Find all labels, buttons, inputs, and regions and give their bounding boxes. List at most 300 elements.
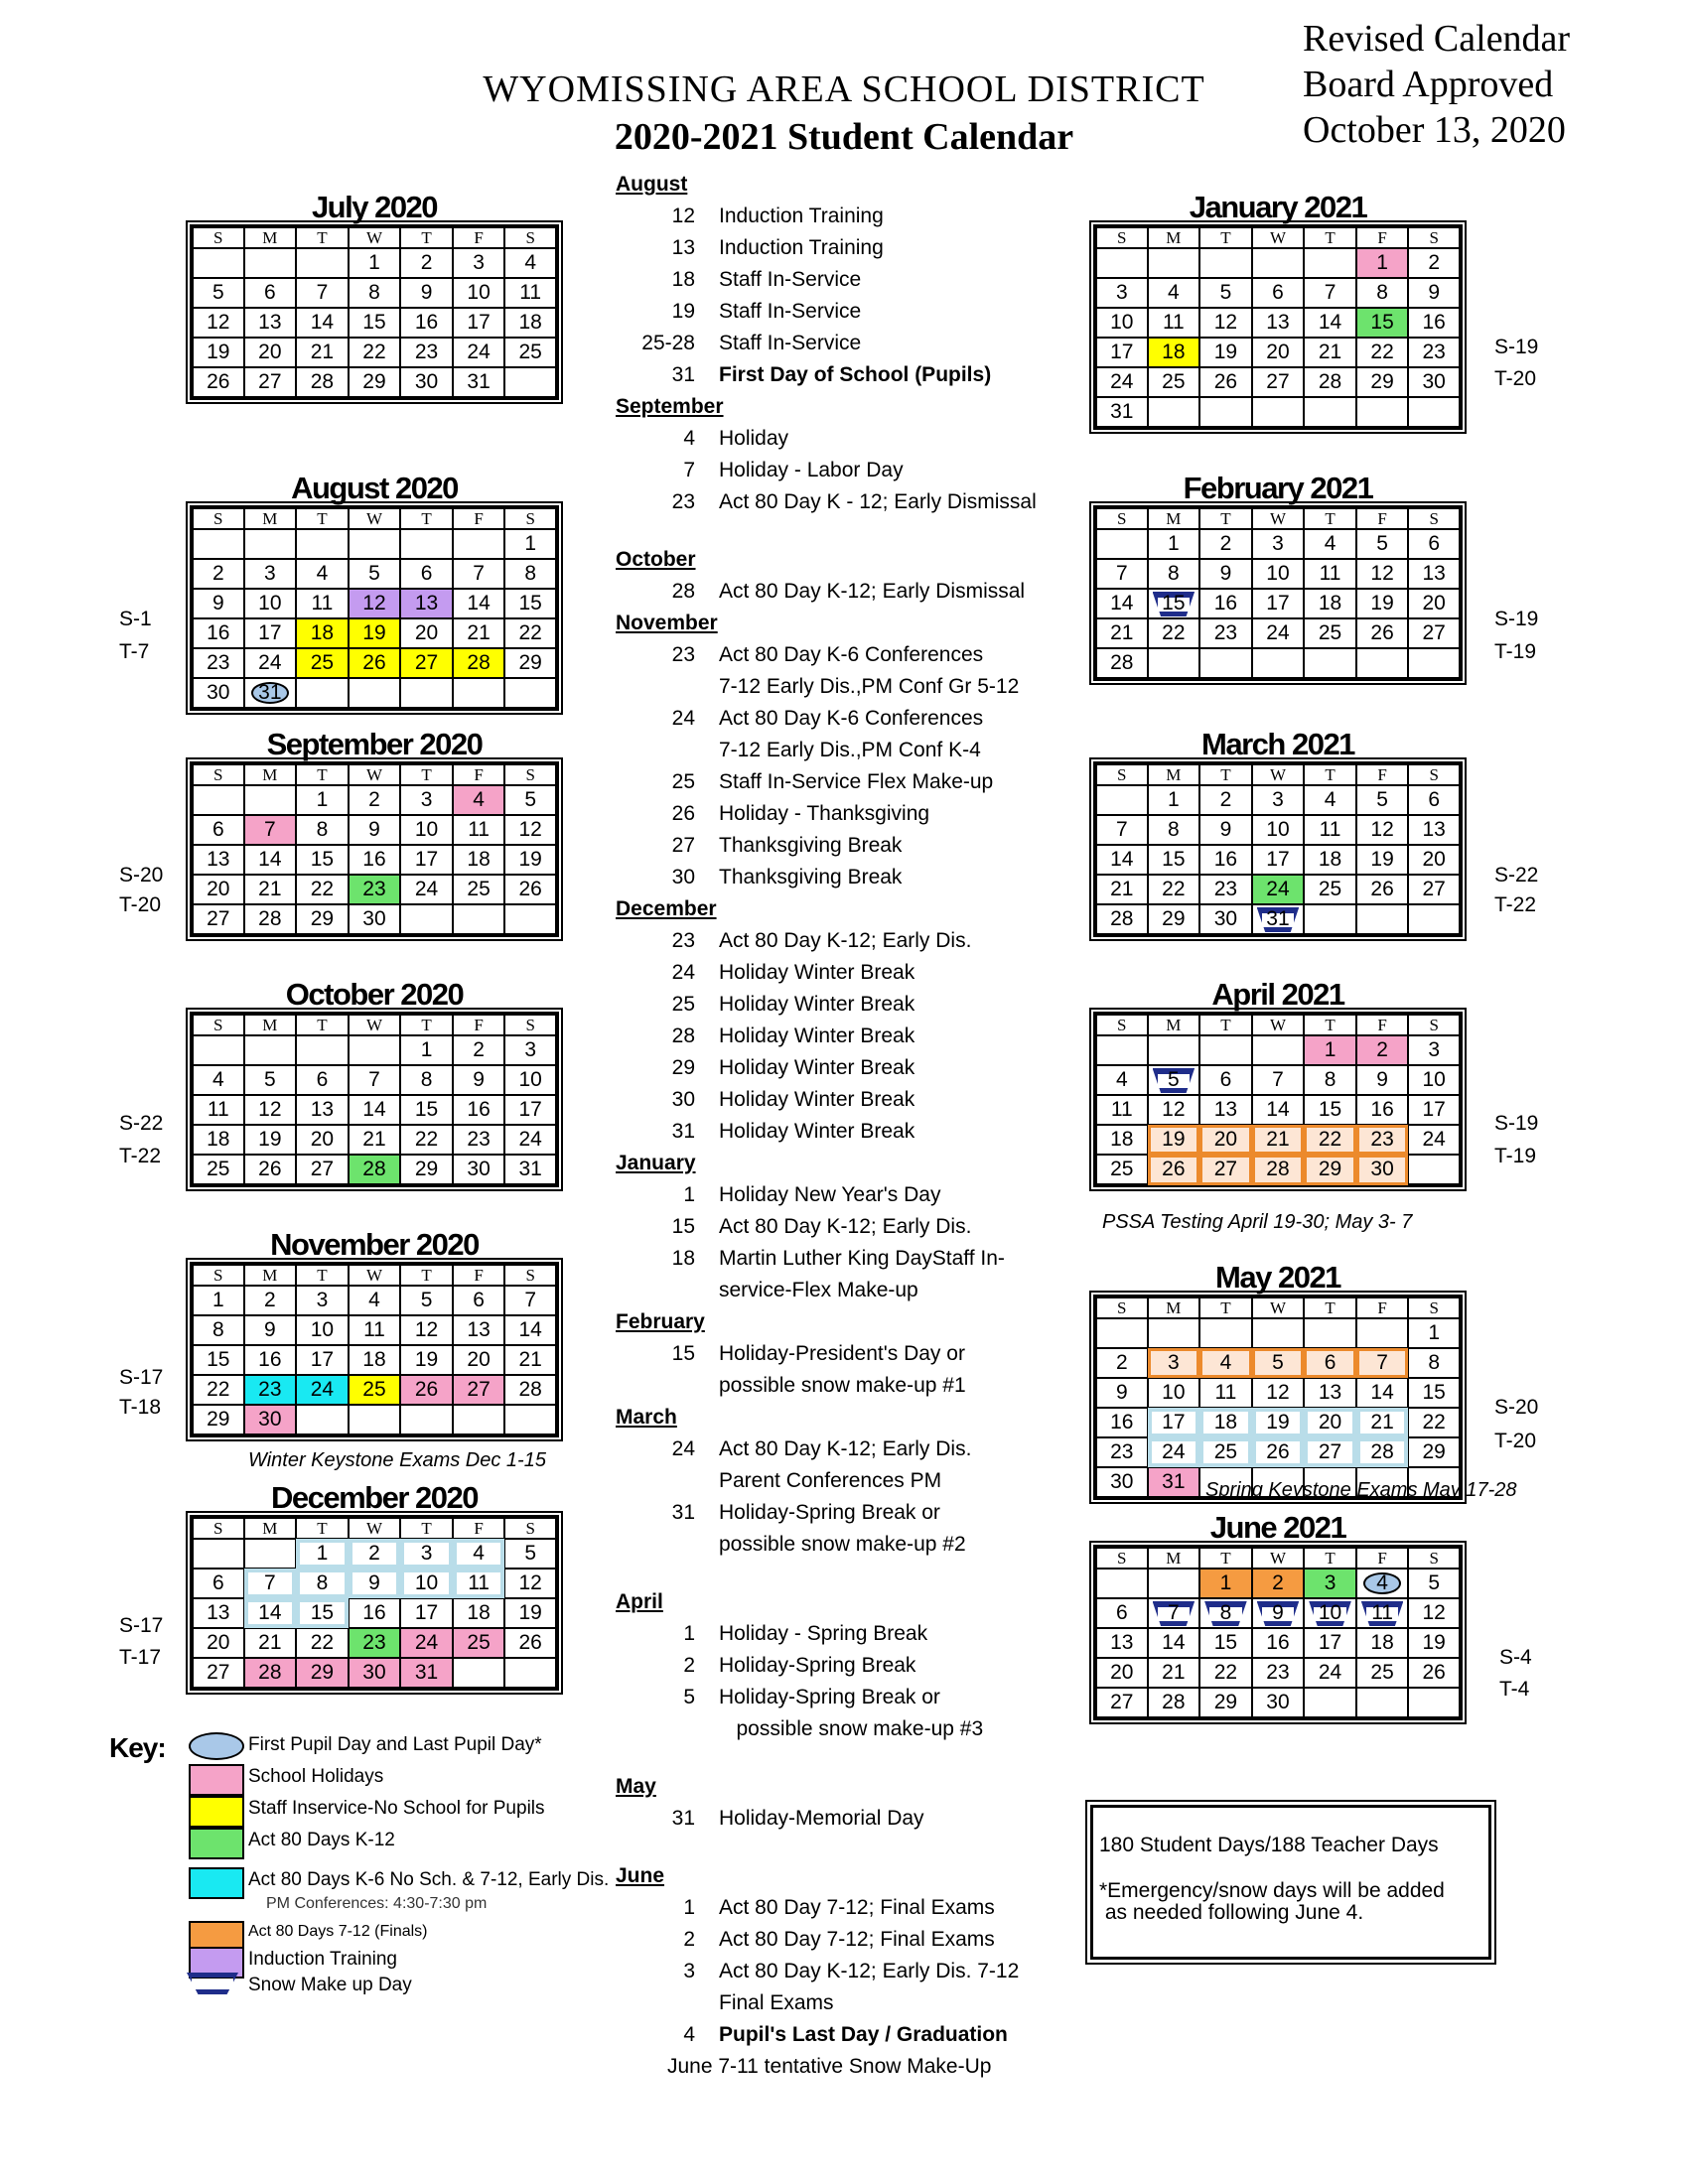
day-cell: 30 [400,367,453,398]
event-date: 24 [671,1437,695,1460]
day-cell: 7 [1304,278,1356,308]
weekday-header: F [1356,507,1409,529]
day-cell: 1 [192,1286,244,1315]
day-cell: 24 [296,1375,349,1405]
day-cell: 31 [1252,904,1305,935]
day-cell: 19 [1148,1125,1200,1155]
day-cell: 3 [1304,1569,1356,1598]
weekday-header: S [504,507,557,529]
legend-label: Induction Training [248,1949,397,1970]
day-cell: 23 [1252,1658,1305,1688]
empty-cell [296,678,349,709]
day-cell: 17 [1148,1408,1200,1437]
day-cell: 6 [1408,785,1461,815]
event-row [616,1713,1072,1745]
event-text: Final Exams [719,1991,834,2014]
weekday-header: M [1148,763,1200,785]
empty-cell [349,1035,401,1065]
day-cell: 8 [1199,1598,1252,1628]
event-row [616,296,1072,328]
day-cell: 18 [1304,589,1356,618]
day-cell: 4 [1199,1348,1252,1378]
day-cell: 22 [504,618,557,648]
empty-cell [1304,1688,1356,1718]
day-cell: 4 [504,248,557,278]
day-cell: 13 [1199,1095,1252,1125]
district-name: WYOMISSING AREA SCHOOL DISTRICT [483,68,1205,110]
day-cell: 26 [1408,1658,1461,1688]
empty-cell [296,529,349,559]
day-cell: 8 [400,1065,453,1095]
month-sep [187,728,562,937]
event-date: 23 [671,490,695,513]
day-cell: 8 [1148,815,1200,845]
day-cell: 5 [1252,1348,1305,1378]
events-list [616,169,1072,2083]
empty-cell [1252,1035,1305,1065]
day-cell: 10 [400,815,453,845]
weekday-header: T [400,763,453,785]
month-title: October 2020 [285,977,464,1012]
weekday-header: S [1408,226,1461,248]
weekday-header: F [453,507,505,529]
event-row [616,766,1072,798]
empty-cell [1095,248,1148,278]
day-cell: 20 [1095,1658,1148,1688]
weekday-header: T [1304,763,1356,785]
weekday-header: S [192,507,244,529]
day-cell: 5 [1356,785,1409,815]
legend-label: Snow Make up Day [248,1975,412,1995]
weekday-header: S [1408,1014,1461,1035]
event-row [616,1465,1072,1497]
day-cell: 17 [1304,1628,1356,1658]
day-cell: 23 [349,1628,401,1658]
empty-cell [1095,1318,1148,1348]
empty-cell [1356,904,1409,935]
day-cell: 28 [244,904,297,935]
day-cell: 7 [504,1286,557,1315]
info-emergency: *Emergency/snow days will be added [1099,1879,1445,1902]
day-cell: 29 [296,904,349,935]
day-count-mar: T-22 [1494,893,1537,916]
day-count-mar: S-22 [1494,864,1539,887]
day-cell: 1 [504,529,557,559]
day-cell: 19 [400,1345,453,1375]
event-text: Holiday Winter Break [719,1056,915,1079]
day-cell: 19 [1408,1628,1461,1658]
day-cell: 30 [453,1155,505,1185]
day-cell: 25 [453,875,505,904]
day-count-nov: S-17 [119,1366,164,1389]
day-cell: 17 [1252,845,1305,875]
day-cell: 13 [244,308,297,338]
legend-swatch-green [189,1828,244,1859]
day-count-oct: T-22 [119,1145,162,1167]
event-row [616,735,1072,766]
day-cell: 10 [244,589,297,618]
event-row [616,1370,1072,1402]
event-text: Holiday Winter Break [719,961,915,984]
event-month-heading: November [616,612,718,634]
empty-cell [1148,1569,1200,1598]
day-count-jun: T-4 [1499,1678,1530,1701]
day-cell: 25 [1148,367,1200,397]
day-cell: 31 [1148,1467,1200,1498]
legend-swatch-yellow [189,1796,244,1828]
event-date: 26 [671,802,695,825]
day-cell: 29 [1199,1688,1252,1718]
day-cell: 10 [1304,1598,1356,1628]
day-cell: 9 [453,1065,505,1095]
empty-cell [453,678,505,709]
day-cell: 1 [349,248,401,278]
weekday-header: T [1199,226,1252,248]
day-cell: 15 [1148,589,1200,618]
day-cell: 12 [349,589,401,618]
weekday-header: F [453,763,505,785]
day-cell: 15 [1356,308,1409,338]
day-cell: 16 [1199,845,1252,875]
day-cell: 2 [1252,1569,1305,1598]
empty-cell [1408,648,1461,679]
empty-cell [504,678,557,709]
day-count-oct: S-22 [119,1112,164,1135]
weekday-header: W [1252,763,1305,785]
day-cell: 12 [1199,308,1252,338]
event-text: Parent Conferences PM [719,1469,942,1492]
day-cell: 11 [453,1569,505,1598]
day-cell: 6 [1252,278,1305,308]
day-cell: 22 [1408,1408,1461,1437]
day-count-jan: S-19 [1494,336,1539,358]
weekday-header: F [1356,226,1409,248]
day-cell: 19 [1252,1408,1305,1437]
day-cell: 21 [1148,1658,1200,1688]
revised-line-2: Board Approved [1303,64,1554,105]
day-cell: 23 [1095,1437,1148,1467]
day-cell: 11 [1356,1598,1409,1628]
day-cell: 19 [1356,589,1409,618]
day-cell: 10 [1148,1378,1200,1408]
event-text: Act 80 Day 7-12; Final Exams [719,1928,995,1951]
day-cell: 6 [453,1286,505,1315]
weekday-header: M [244,226,297,248]
day-cell: 18 [1304,845,1356,875]
event-date: 30 [671,1088,695,1111]
day-cell: 17 [296,1345,349,1375]
event-date: 4 [683,2023,695,2046]
day-cell: 28 [1304,367,1356,397]
day-cell: 3 [1148,1348,1200,1378]
event-text: First Day of School (Pupils) [719,363,992,386]
day-cell: 14 [1356,1378,1409,1408]
event-row [616,1243,1072,1275]
day-cell: 18 [453,845,505,875]
weekday-header: T [1304,507,1356,529]
month-mar [1090,728,1466,937]
spacer [616,1561,1072,1586]
weekday-header: W [1252,226,1305,248]
day-cell: 21 [1095,875,1148,904]
day-cell: 13 [1304,1378,1356,1408]
event-text: Holiday Winter Break [719,1120,915,1143]
weekday-header: M [1148,1297,1200,1318]
weekday-header: F [453,1517,505,1539]
day-cell: 31 [453,367,505,398]
day-cell: 23 [1199,875,1252,904]
month-title: December 2020 [271,1480,478,1515]
event-text: Holiday [719,427,789,450]
month-dec [187,1481,562,1691]
event-row [616,1924,1072,1956]
event-month-heading: June [616,1864,665,1887]
event-text: Staff In-Service Flex Make-up [719,770,994,793]
day-cell: 10 [1252,815,1305,845]
event-date: 2 [683,1654,695,1677]
event-text: Staff In-Service [719,268,862,291]
day-cell: 13 [1408,815,1461,845]
empty-cell [244,785,297,815]
day-count-jan: T-20 [1494,367,1537,390]
day-cell: 19 [349,618,401,648]
day-cell: 4 [192,1065,244,1095]
event-text: possible snow make-up #1 [719,1374,966,1397]
weekday-header: T [400,1264,453,1286]
day-cell: 6 [244,278,297,308]
day-cell: 27 [1095,1688,1148,1718]
day-cell: 11 [504,278,557,308]
weekday-header: W [1252,1547,1305,1569]
day-cell: 4 [453,785,505,815]
day-cell: 8 [192,1315,244,1345]
weekday-header: M [244,763,297,785]
event-row [616,830,1072,862]
day-cell: 29 [504,648,557,678]
event-row [616,576,1072,608]
day-cell: 29 [349,367,401,398]
event-text: Act 80 Day 7-12; Final Exams [719,1896,995,1919]
day-cell: 10 [1252,559,1305,589]
event-row [616,1529,1072,1561]
day-cell: 30 [1095,1467,1148,1498]
weekday-header: S [192,1517,244,1539]
day-cell: 19 [244,1125,297,1155]
day-cell: 3 [244,559,297,589]
empty-cell [1199,397,1252,428]
day-cell: 11 [1199,1378,1252,1408]
day-cell: 23 [453,1125,505,1155]
day-cell: 11 [296,589,349,618]
event-date: 24 [671,707,695,730]
day-cell: 25 [453,1628,505,1658]
empty-cell [1408,1688,1461,1718]
day-cell: 10 [1095,308,1148,338]
day-cell: 5 [1408,1569,1461,1598]
day-cell: 2 [1095,1348,1148,1378]
day-cell: 31 [504,1155,557,1185]
event-text: Holiday-Spring Break or [719,1501,940,1524]
day-cell: 27 [192,904,244,935]
day-cell: 18 [1356,1628,1409,1658]
day-cell: 18 [1095,1125,1148,1155]
day-cell: 2 [1199,529,1252,559]
empty-cell [453,529,505,559]
day-cell: 17 [400,1598,453,1628]
day-cell: 5 [192,278,244,308]
calendar-subtitle: 2020-2021 Student Calendar [614,116,1074,158]
day-cell: 11 [192,1095,244,1125]
weekday-header: T [1304,226,1356,248]
day-cell: 21 [1356,1408,1409,1437]
empty-cell [296,248,349,278]
empty-cell [244,248,297,278]
day-cell: 18 [296,618,349,648]
event-row [616,2019,1072,2051]
spacer [616,518,1072,544]
day-cell: 7 [1148,1598,1200,1628]
event-row [616,1084,1072,1116]
day-cell: 18 [1148,338,1200,367]
day-cell: 10 [504,1065,557,1095]
day-cell: 12 [1408,1598,1461,1628]
day-cell: 22 [1199,1658,1252,1688]
weekday-header: M [1148,507,1200,529]
day-cell: 14 [1304,308,1356,338]
event-text: June 7-11 tentative Snow Make-Up [667,2055,992,2078]
weekday-header: S [504,763,557,785]
day-count-jun: S-4 [1499,1646,1532,1669]
event-date: 23 [671,643,695,666]
day-cell: 21 [453,618,505,648]
day-cell: 21 [244,1628,297,1658]
day-cell: 26 [1199,367,1252,397]
day-cell: 4 [1304,529,1356,559]
weekday-header: F [453,1014,505,1035]
event-row [616,798,1072,830]
legend-swatch-cyan [189,1867,244,1899]
day-cell: 16 [244,1345,297,1375]
empty-cell [1304,1318,1356,1348]
weekday-header: F [1356,1547,1409,1569]
day-cell: 17 [1252,589,1305,618]
day-cell: 24 [1304,1658,1356,1688]
day-cell: 11 [1095,1095,1148,1125]
day-cell: 29 [1408,1437,1461,1467]
event-row [616,989,1072,1021]
day-cell: 25 [504,338,557,367]
event-month-heading: August [616,173,688,196]
info-box [1090,1805,1491,1960]
day-cell: 3 [453,248,505,278]
day-cell: 25 [1095,1155,1148,1185]
weekday-header: S [1095,1297,1148,1318]
day-cell: 15 [400,1095,453,1125]
day-cell: 25 [192,1155,244,1185]
day-cell: 28 [1252,1155,1305,1185]
day-cell: 28 [244,1658,297,1689]
day-cell: 20 [453,1345,505,1375]
day-cell: 20 [244,338,297,367]
day-cell: 2 [1408,248,1461,278]
weekday-header: S [192,1264,244,1286]
event-row [616,328,1072,359]
empty-cell [1095,1035,1148,1065]
event-text: Act 80 Day K-12; Early Dis. [719,1437,972,1460]
month-oct [187,978,562,1187]
month-jul [187,191,562,400]
legend-swatch-pink [189,1764,244,1796]
day-cell: 16 [349,845,401,875]
empty-cell [1148,397,1200,428]
day-cell: 28 [453,648,505,678]
event-date: 2 [683,1928,695,1951]
revised-line-1: Revised Calendar [1303,18,1571,60]
empty-cell [1356,648,1409,679]
day-cell: 27 [400,648,453,678]
day-cell: 26 [504,1628,557,1658]
event-row [616,703,1072,735]
weekday-header: W [349,763,401,785]
day-cell: 24 [400,1628,453,1658]
day-cell: 2 [192,559,244,589]
empty-cell [296,1035,349,1065]
day-cell: 21 [244,875,297,904]
empty-cell [1356,1688,1409,1718]
event-row [616,862,1072,893]
weekday-header: T [296,1264,349,1286]
day-cell: 17 [400,845,453,875]
day-count-sep: T-20 [119,893,162,916]
event-row [616,455,1072,486]
day-cell: 11 [1148,308,1200,338]
day-cell: 8 [1148,559,1200,589]
day-cell: 24 [1408,1125,1461,1155]
weekday-header: S [1095,1547,1148,1569]
day-cell: 6 [400,559,453,589]
day-cell: 2 [400,248,453,278]
empty-cell [1252,248,1305,278]
day-cell: 3 [1252,785,1305,815]
day-cell: 16 [400,308,453,338]
empty-cell [504,1658,557,1689]
legend-swatch-snow [187,1973,238,1994]
weekday-header: S [1095,763,1148,785]
event-date: 15 [671,1342,695,1365]
day-cell: 24 [453,338,505,367]
day-cell: 23 [244,1375,297,1405]
day-cell: 16 [1408,308,1461,338]
day-cell: 5 [1199,278,1252,308]
empty-cell [504,904,557,935]
day-cell: 25 [349,1375,401,1405]
event-row [616,1892,1072,1924]
day-cell: 6 [192,815,244,845]
day-cell: 20 [192,1628,244,1658]
legend-label: Act 80 Days K-12 [248,1830,395,1850]
event-date: 5 [683,1686,695,1708]
empty-cell [1304,397,1356,428]
day-cell: 13 [400,589,453,618]
event-date: 1 [683,1622,695,1645]
weekday-header: S [192,1014,244,1035]
legend-label: Act 80 Days K-6 No Sch. & 7-12, Early Dis. [248,1869,610,1890]
weekday-header: T [400,1517,453,1539]
weekday-header: W [349,1517,401,1539]
event-row [616,1211,1072,1243]
event-text: Induction Training [719,205,884,227]
event-row [616,359,1072,391]
